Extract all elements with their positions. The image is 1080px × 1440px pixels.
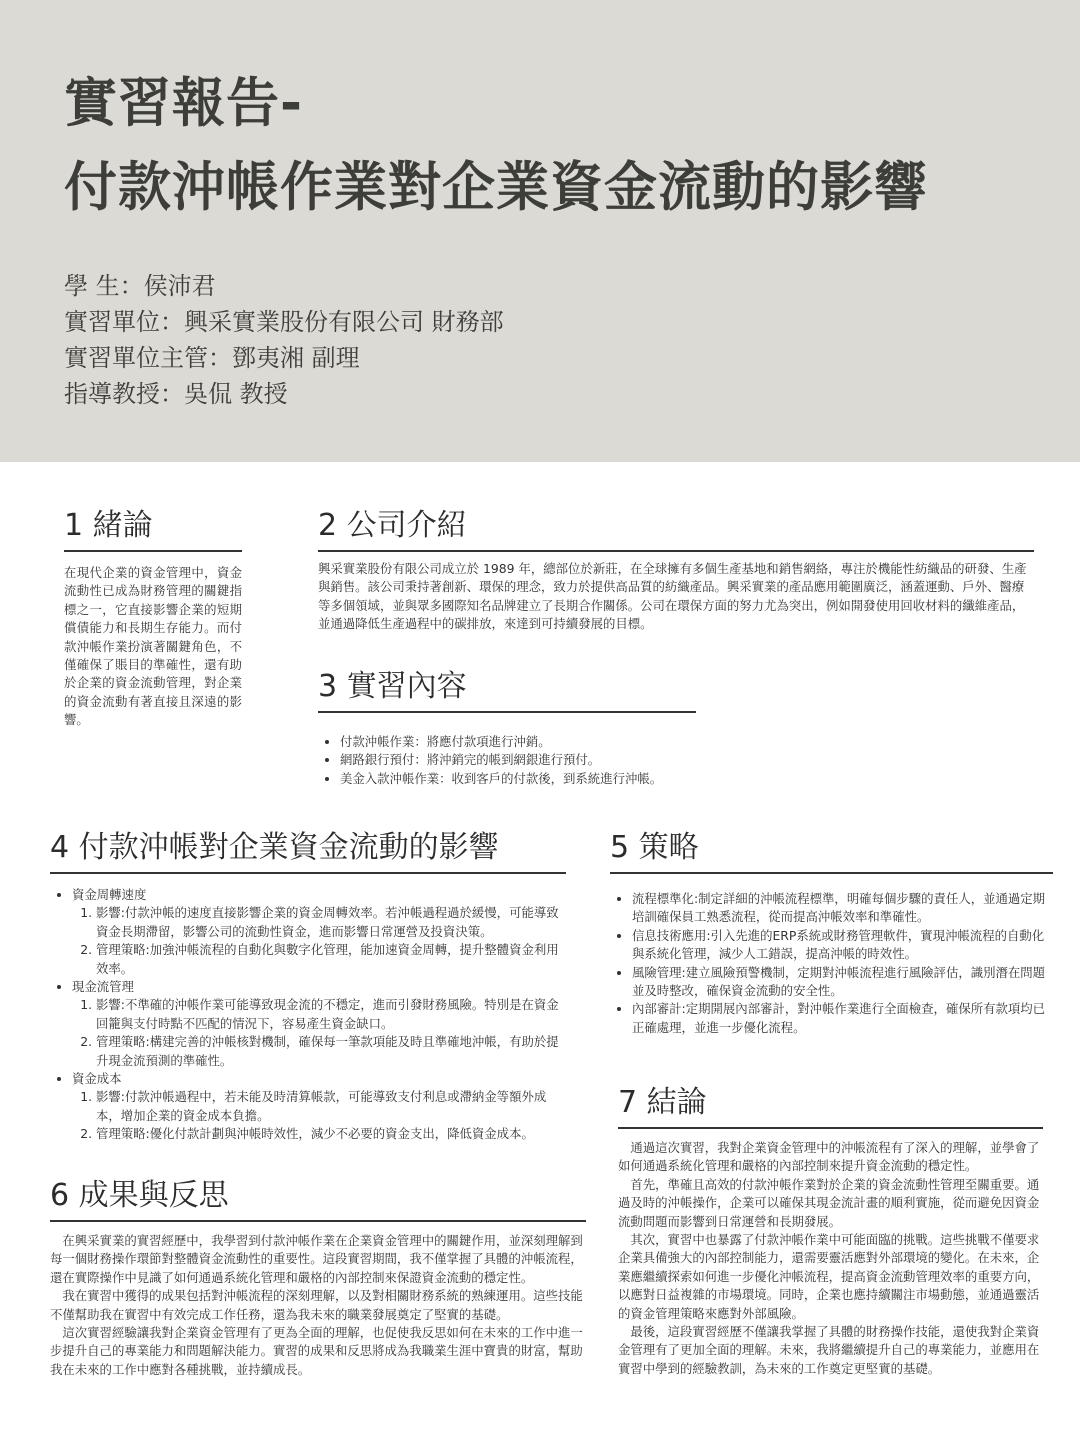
sub-item: 1. 影響:付款沖帳過程中，若未能及時清算帳款，可能導致支付利息或滯納金等額外成本，增加企業的資金成本負擔。 — [96, 1088, 562, 1125]
list-item — [72, 978, 562, 1070]
section-divider — [64, 550, 242, 552]
section-introduction — [64, 506, 242, 730]
section-reflection — [50, 1176, 586, 1379]
report-meta — [64, 268, 504, 412]
title-line-2: 付款沖帳作業對企業資金流動的影響 — [64, 157, 928, 218]
sub-item: 2. 管理策略:加強沖帳流程的自動化與數字化管理，能加速資金周轉，提升整體資金利用效率。 — [96, 941, 562, 978]
section-divider — [618, 1127, 1043, 1129]
list-item — [72, 1070, 562, 1144]
meta-supervisor: 實習單位主管：鄧夷湘 副理 — [64, 344, 360, 372]
section-divider — [50, 872, 566, 874]
list-item: • 美金入款沖帳作業：收到客戶的付款後，到系統進行沖帳。 — [340, 770, 760, 788]
meta-unit: 實習單位：興采實業股份有限公司 財務部 — [64, 308, 504, 336]
impact-list — [50, 886, 562, 1144]
section-heading: 3 實習內容 — [318, 669, 467, 704]
section-heading: 7 結論 — [618, 1085, 707, 1120]
section-heading: 4 付款沖帳對企業資金流動的影響 — [50, 830, 499, 865]
section-strategy — [610, 828, 1053, 1037]
section-divider — [50, 1220, 586, 1222]
section-internship-content — [318, 667, 696, 788]
list-item — [72, 886, 562, 978]
paragraph: 首先，準確且高效的付款沖帳作業對於企業的資金流動性管理至關重要。通過及時的沖帳操作，企業可以確保其現金流計畫的順利實施，從而避免因資金流動問題而影響到日常運營和長期發展。 — [618, 1176, 1040, 1229]
section-heading: 5 策略 — [610, 830, 699, 865]
list-item: • 流程標準化:制定詳細的沖帳流程標準，明確每個步驟的責任人，並通過定期培訓確保員工熟悉流程，從而提高沖帳效率和準確性。 — [632, 890, 1053, 927]
section-heading: 1 緒論 — [64, 508, 153, 543]
section-divider — [610, 872, 1053, 874]
section-conclusion — [618, 1083, 1043, 1378]
sub-item: 1. 影響:不準確的沖帳作業可能導致現金流的不穩定，進而引發財務風險。特別是在資金回籠與支付時點不匹配的情況下，容易產生資金缺口。 — [96, 996, 562, 1033]
meta-advisor: 指導教授：吳侃 教授 — [64, 380, 288, 408]
paragraph: 這次實習經驗讓我對企業資金管理有了更為全面的理解，也促使我反思如何在未來的工作中進一步提升自己的專業能力和問題解決能力。實習的成果和反思將成為我職業生涯中寶貴的財富，幫助我在未來的工作中應對各種挑戰，並持續成長。 — [50, 1325, 583, 1377]
sub-list — [72, 1088, 562, 1143]
sub-item: 2. 管理策略:優化付款計劃與沖帳時效性，減少不必要的資金支出，降低資金成本。 — [96, 1125, 562, 1143]
section-body: 在現代企業的資金管理中，資金流動性已成為財務管理的關鍵指標之一，它直接影響企業的短期償債能力和長期生存能力。而付款沖帳作業扮演著關鍵角色，不僅確保了賬目的準確性，還有助於企業的資金流動管理，對企業的資金流動有著直接且深遠的影響。 — [64, 565, 242, 728]
section-divider — [318, 711, 696, 713]
title-line-1: 實習報告- — [64, 73, 303, 134]
report-title — [64, 62, 928, 230]
group-title: 資金成本 — [72, 1071, 122, 1087]
sub-item: 2. 管理策略:構建完善的沖帳核對機制，確保每一筆款項能及時且準確地沖帳，有助於提升現金流預測的準確性。 — [96, 1033, 562, 1070]
section-body: 興采實業股份有限公司成立於 1989 年，總部位於新莊，在全球擁有多個生產基地和銷售網絡，專注於機能性紡織品的研發、生產與銷售。該公司秉持著創新、環保的理念，致力於提供高品質的紡織產品。興采實業的產品應用範圍廣泛，涵蓋運動、戶外、醫療等多個領域，並與眾多國際知名品牌建立了長期合作關係。公司在環保方面的努力尤為突出，例如開發使用回收材料的纖維產品，並通過降低生產過程中的碳排放，來達到可持續發展的目標。 — [318, 561, 1027, 632]
paragraph: 通過這次實習，我對企業資金管理中的沖帳流程有了深入的理解，並學會了如何通過系統化管理和嚴格的內部控制來提升資金流動的穩定性。 — [618, 1140, 1040, 1174]
list-item: • 信息技術應用:引入先進的ERP系統或財務管理軟件，實現沖帳流程的自動化與系統化管理，減少人工錯誤，提高沖帳的時效性。 — [632, 927, 1053, 964]
group-title: 現金流管理 — [72, 979, 134, 995]
section-divider — [318, 550, 1034, 552]
paragraph: 最後，這段實習經歷不僅讓我掌握了具體的財務操作技能，還使我對企業資金管理有了更加全面的理解。未來，我將繼續提升自己的專業能力，並應用在實習中學到的經驗教訓，為未來的工作奠定更堅實的基礎。 — [618, 1324, 1040, 1376]
section-heading: 2 公司介紹 — [318, 508, 467, 543]
paragraph: 在興采實業的實習經歷中，我學習到付款沖帳作業在企業資金管理中的關鍵作用，並深刻理解到每一個財務操作環節對整體資金流動性的重要性。這段實習期間，我不僅掌握了具體的沖帳流程，還在實際操作中見識了如何通過系統化管理和嚴格的內部控制來保證資金流動的穩定性。 — [50, 1233, 583, 1285]
paragraph: 其次，實習中也暴露了付款沖帳作業中可能面臨的挑戰。這些挑戰不僅要求企業具備強大的內部控制能力，還需要靈活應對外部環境的變化。在未來，企業應繼續探索如何進一步優化沖帳流程，提高資金流動管理效率的重要方向，以應對日益複雜的市場環境。同時，企業也應持續關注市場動態，並通過靈活的資金管理策略來應對外部風險。 — [618, 1232, 1040, 1321]
sub-list — [72, 996, 562, 1070]
section-company — [318, 506, 1034, 634]
list-item: • 網路銀行預付：將沖銷完的帳到網銀進行預付。 — [340, 751, 760, 769]
paragraph: 我在實習中獲得的成果包括對沖帳流程的深刻理解，以及對相關財務系統的熟練運用。這些技能不僅幫助我在實習中有效完成工作任務，還為我未來的職業發展奠定了堅實的基礎。 — [50, 1288, 583, 1322]
sub-list — [72, 904, 562, 978]
section-impact — [50, 828, 566, 1144]
meta-student: 學 生：侯沛君 — [64, 272, 216, 300]
section-heading: 6 成果與反思 — [50, 1178, 229, 1213]
header-band — [0, 0, 1080, 462]
list-item: • 付款沖帳作業：將應付款項進行沖銷。 — [340, 733, 760, 751]
list-item: • 內部審計:定期開展內部審計，對沖帳作業進行全面檢查，確保所有款項均已正確處理，並進一步優化流程。 — [632, 1000, 1053, 1037]
list-item: • 風險管理:建立風險預警機制，定期對沖帳流程進行風險評估，識別潛在問題並及時整改，確保資金流動的安全性。 — [632, 964, 1053, 1001]
group-title: 資金周轉速度 — [72, 887, 147, 902]
strategy-list — [610, 890, 1053, 1037]
content-list — [318, 733, 760, 788]
sub-item: 1. 影響:付款沖帳的速度直接影響企業的資金周轉效率。若沖帳過程過於緩慢，可能導致資金長期滯留，影響公司的流動性資金，進而影響日常運營及投資決策。 — [96, 904, 562, 941]
